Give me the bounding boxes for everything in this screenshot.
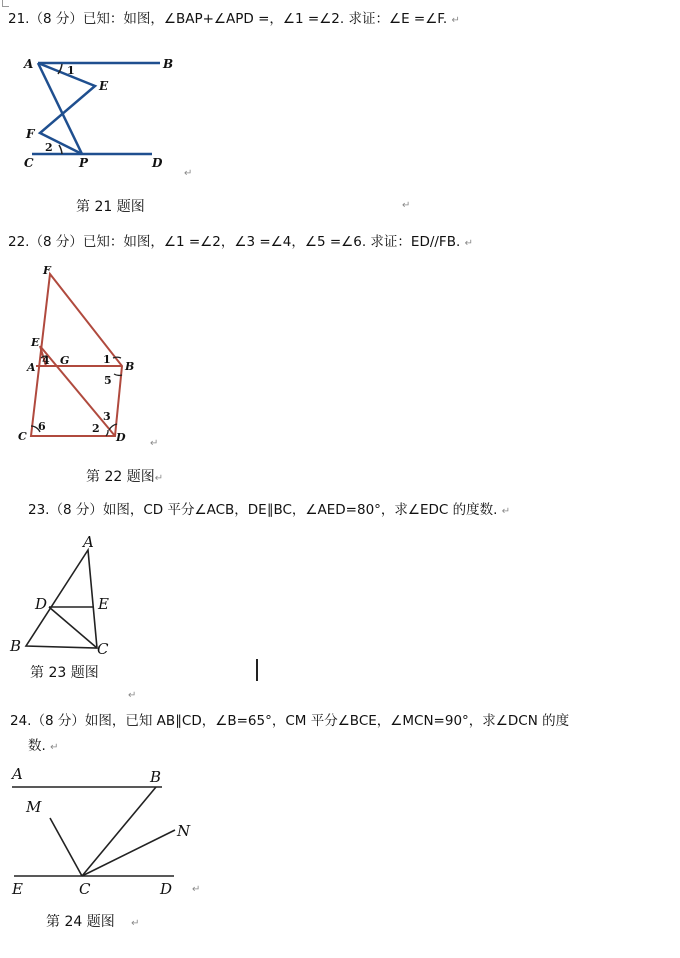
figure-22 <box>0 258 200 458</box>
question-points: （8 分） <box>29 11 83 27</box>
question-text: 已知：如图，∠1 =∠2，∠3 =∠4，∠5 =∠6. 求证：ED//FB. <box>82 234 461 250</box>
figure-21 <box>0 40 260 180</box>
figure-24 <box>0 760 220 900</box>
label-angle-3: 3 <box>103 410 111 423</box>
question-number: 24. <box>10 713 32 729</box>
question-number: 21. <box>8 11 30 27</box>
label-E: E <box>31 336 40 349</box>
label-B: B <box>150 768 162 786</box>
label-A: A <box>83 533 94 551</box>
label-N: N <box>177 822 191 840</box>
label-D: D <box>116 431 126 444</box>
label-C: C <box>79 880 91 898</box>
paragraph-mark: ↵ <box>154 473 164 484</box>
label-E: E <box>12 880 23 898</box>
label-angle-2: 2 <box>45 141 53 154</box>
question-points: （8 分） <box>31 713 85 729</box>
question-24 <box>10 712 569 730</box>
figure-23-caption: 第 23 题图 <box>30 665 99 681</box>
question-22 <box>8 233 473 253</box>
paragraph-mark: ↵ <box>150 438 159 449</box>
label-G: G <box>60 354 70 367</box>
question-24-continuation <box>28 737 58 757</box>
paragraph-mark: ↵ <box>464 238 473 249</box>
label-C: C <box>97 640 109 658</box>
question-21 <box>8 10 460 30</box>
label-P: P <box>79 156 89 170</box>
question-points: （8 分） <box>29 234 83 250</box>
question-points: （8 分） <box>49 502 103 518</box>
text-cursor <box>256 659 258 681</box>
figure-22-caption: 第 22 题图 <box>86 469 155 485</box>
label-angle-2: 2 <box>92 422 100 435</box>
label-A: A <box>24 57 34 71</box>
label-M: M <box>26 798 42 816</box>
paragraph-mark: ↵ <box>451 15 460 26</box>
label-E: E <box>98 595 109 613</box>
figure-24-caption-row <box>46 911 140 931</box>
question-number: 22. <box>8 234 30 250</box>
label-C: C <box>18 430 27 443</box>
label-C: C <box>24 156 34 170</box>
question-text: 已知：如图，∠BAP+∠APD =，∠1 =∠2. 求证：∠E =∠F. <box>82 11 448 27</box>
question-23 <box>28 501 510 521</box>
label-B: B <box>10 637 22 655</box>
question-text: 如图，CD 平分∠ACB，DE∥BC，∠AED=80°，求∠EDC 的度数. <box>102 502 498 518</box>
label-A: A <box>12 765 23 783</box>
label-D: D <box>160 880 173 898</box>
label-E: E <box>99 79 109 93</box>
question-text-cont: 数. <box>28 738 46 754</box>
label-A: A <box>27 361 36 374</box>
figure-22-caption-row <box>86 466 163 486</box>
label-angle-1: 1 <box>103 353 111 366</box>
page-corner-mark <box>2 0 9 7</box>
paragraph-mark: ↵ <box>192 884 201 895</box>
label-D: D <box>152 156 163 170</box>
label-F: F <box>26 127 35 141</box>
paragraph-mark: ↵ <box>128 690 137 701</box>
label-angle-4: 4 <box>42 354 50 367</box>
label-angle-6: 6 <box>38 420 46 433</box>
question-number: 23. <box>28 502 50 518</box>
figure-24-caption: 第 24 题图 <box>46 914 115 930</box>
paragraph-mark: ↵ <box>131 918 140 929</box>
label-B: B <box>125 360 135 373</box>
figure-21-caption: 第 21 题图 <box>76 199 145 215</box>
paragraph-mark: ↵ <box>402 200 411 211</box>
question-text: 如图，已知 AB∥CD，∠B=65°，CM 平分∠BCE，∠MCN=90°，求∠DCN 的度 <box>84 713 570 729</box>
label-angle-5: 5 <box>104 374 112 387</box>
label-angle-1: 1 <box>67 64 75 77</box>
paragraph-mark: ↵ <box>50 742 59 753</box>
paragraph-mark: ↵ <box>501 506 511 517</box>
label-F: F <box>43 264 51 277</box>
figure-23 <box>0 530 160 660</box>
label-D: D <box>35 595 48 613</box>
paragraph-mark: ↵ <box>184 168 193 179</box>
label-B: B <box>163 57 174 71</box>
